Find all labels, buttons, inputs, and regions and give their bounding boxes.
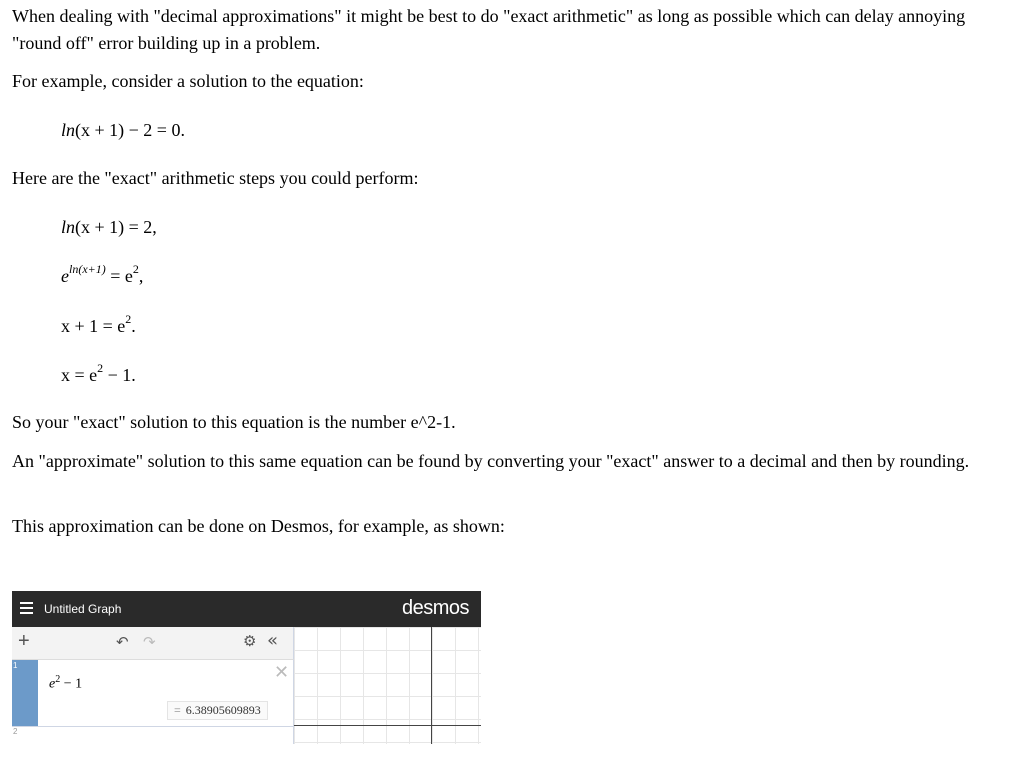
gear-icon[interactable]: ⚙ xyxy=(243,632,257,650)
approximate-paragraph: An "approximate" solution to this same equation can be found by converting your "exact" answer to a decimal and then by rounding. xyxy=(12,451,970,471)
expression-tab[interactable] xyxy=(12,660,38,726)
step-4-exponent: 2 xyxy=(97,361,104,375)
desmos-screenshot xyxy=(12,591,481,744)
empty-expression-row[interactable] xyxy=(12,726,294,744)
step-2-base: e xyxy=(61,266,69,286)
close-icon[interactable]: ✕ xyxy=(274,662,290,683)
steps-paragraph: Here are the "exact" arithmetic steps you could perform: xyxy=(12,168,419,188)
step-4-end: − 1. xyxy=(103,365,136,385)
step-3-exponent: 2 xyxy=(125,312,132,326)
step-1-rest: (x + 1) = 2, xyxy=(75,217,157,237)
desmos-header xyxy=(12,591,481,627)
plus-icon[interactable]: + xyxy=(18,630,30,652)
equation-main xyxy=(61,119,185,141)
step-1 xyxy=(61,216,157,238)
intro-paragraph: When dealing with "decimal approximations" it might be best to do "exact arithmetic" as long as possible which can delay annoying "round off" error building up in a problem. xyxy=(12,6,966,53)
undo-icon[interactable]: ↶ xyxy=(116,633,129,651)
expression-input[interactable]: $e^2 - 1$ xyxy=(49,674,83,692)
expression-result: = 6.38905609893 xyxy=(167,701,268,720)
ln-function: ln xyxy=(61,120,76,140)
desmos-logo: desmos xyxy=(401,597,469,619)
y-axis xyxy=(431,627,432,744)
step-2-exponent: ln(x+1) xyxy=(69,262,106,276)
collapse-icon[interactable]: « xyxy=(267,630,279,651)
step-2-mid: = e xyxy=(105,266,133,286)
desmos-intro-paragraph: This approximation can be done on Desmos, for example, as shown: xyxy=(12,516,505,536)
example-paragraph: For example, consider a solution to the equation: xyxy=(12,71,364,91)
redo-icon[interactable]: ↷ xyxy=(143,633,156,651)
ln-function: ln xyxy=(61,217,76,237)
step-4 xyxy=(61,361,136,386)
step-2-end: , xyxy=(138,266,144,286)
exact-solution-paragraph: So your "exact" solution to this equation is the number e^2-1. xyxy=(12,412,456,432)
expression-number-2: 2 xyxy=(13,727,18,736)
graph-title[interactable]: Untitled Graph xyxy=(44,602,122,616)
step-4-lhs: x = e xyxy=(61,365,98,385)
step-3-end: . xyxy=(131,316,136,336)
menu-icon[interactable] xyxy=(20,602,33,614)
step-2-exponent-2: 2 xyxy=(132,262,139,276)
equation-rest: (x + 1) − 2 = 0. xyxy=(75,120,185,140)
graph-canvas[interactable] xyxy=(294,627,481,744)
expression-row[interactable] xyxy=(12,660,294,727)
step-2 xyxy=(61,262,144,287)
expression-number: 1 xyxy=(13,661,18,670)
expression-toolbar xyxy=(12,627,294,660)
step-3 xyxy=(61,312,136,337)
step-3-lhs: x + 1 = e xyxy=(61,316,126,336)
x-axis xyxy=(294,725,481,726)
